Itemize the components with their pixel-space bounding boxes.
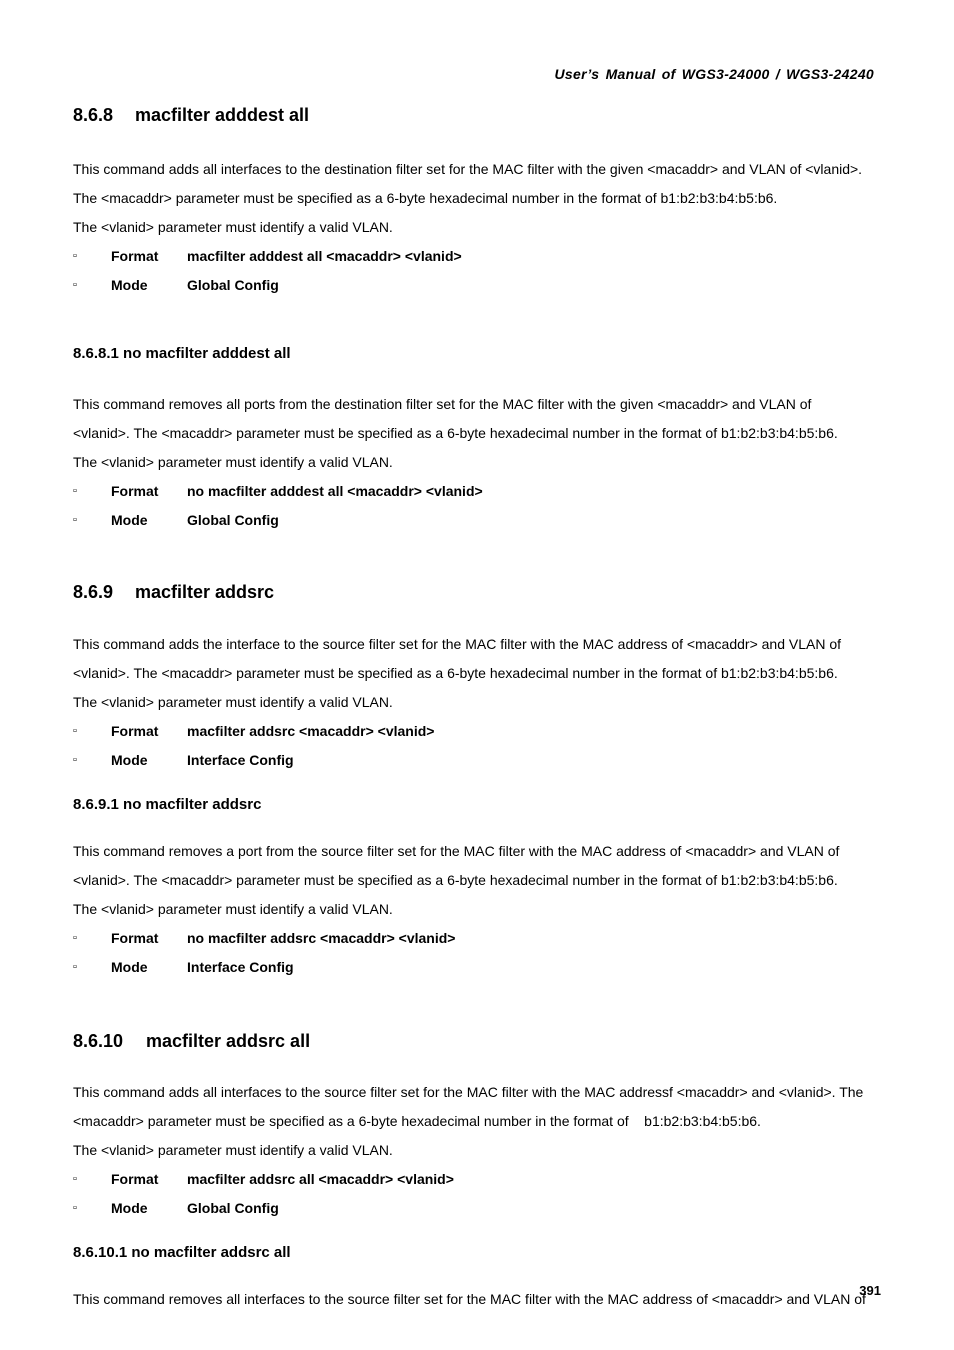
bullet-icon: ▫ (73, 279, 77, 291)
paragraph-line: <macaddr> parameter must be specified as a 6-byte hexadecimal number in the format of b1:b2:b3:b4:b5:b6. (73, 1113, 761, 1129)
mode-label: Mode (111, 512, 148, 528)
format-row (73, 477, 888, 506)
format-label: Format (111, 930, 159, 946)
section-title: macfilter adddest all (135, 105, 310, 125)
section-number: 8.6.8 (73, 105, 114, 125)
bullet-icon: ▫ (73, 485, 77, 497)
format-row (73, 717, 888, 746)
paragraph-line: The <vlanid> parameter must identify a valid VLAN. (73, 454, 393, 470)
subsection-heading-8-6-10-1: 8.6.10.1 no macfilter addsrc all (73, 1244, 291, 1261)
mode-label: Mode (111, 1200, 148, 1216)
format-label: Format (111, 483, 159, 499)
bullet-icon: ▫ (73, 932, 77, 944)
bullet-icon: ▫ (73, 1173, 77, 1185)
document-body (73, 103, 888, 1314)
format-value: no macfilter adddest all <macaddr> <vlanid> (187, 483, 483, 499)
paragraph-line: <vlanid>. The <macaddr> parameter must be specified as a 6-byte hexadecimal number in the format of b1:b2:b3:b4:b5:b6. (73, 665, 838, 681)
paragraph-line: The <vlanid> parameter must identify a valid VLAN. (73, 1142, 393, 1158)
section-number: 8.6.9 (73, 582, 114, 602)
paragraph-line: The <vlanid> parameter must identify a valid VLAN. (73, 219, 393, 235)
mode-row (73, 1194, 888, 1223)
section-heading-8-6-10 (73, 1029, 888, 1054)
paragraph-line: The <vlanid> parameter must identify a valid VLAN. (73, 901, 393, 917)
mode-value: Global Config (187, 512, 279, 528)
mode-value: Interface Config (187, 959, 294, 975)
mode-row (73, 506, 888, 535)
mode-row (73, 746, 888, 775)
paragraph-line: The <vlanid> parameter must identify a valid VLAN. (73, 694, 393, 710)
mode-label: Mode (111, 277, 148, 293)
bullet-icon: ▫ (73, 1202, 77, 1214)
bullet-icon: ▫ (73, 754, 77, 766)
subsection-heading-8-6-9-1: 8.6.9.1 no macfilter addsrc (73, 796, 262, 813)
format-value: macfilter adddest all <macaddr> <vlanid> (187, 248, 462, 264)
format-value: no macfilter addsrc <macaddr> <vlanid> (187, 930, 456, 946)
mode-row (73, 271, 888, 300)
format-row (73, 924, 888, 953)
paragraph-line: <vlanid>. The <macaddr> parameter must be specified as a 6-byte hexadecimal number in the format of b1:b2:b3:b4:b5:b6. (73, 872, 838, 888)
section-heading-8-6-9 (73, 580, 888, 605)
page-header: User’s Manual of WGS3-24000 / WGS3-24240 (554, 66, 874, 82)
bullet-icon: ▫ (73, 514, 77, 526)
format-row (73, 1165, 888, 1194)
paragraph-line: This command removes all ports from the destination filter set for the MAC filter with the given <macaddr> and VLAN of (73, 396, 812, 412)
format-value: macfilter addsrc all <macaddr> <vlanid> (187, 1171, 454, 1187)
section-title: macfilter addsrc all (146, 1031, 311, 1051)
paragraph-line: This command adds all interfaces to the source filter set for the MAC filter with the MAC addressf <macaddr> and <vlanid>. The (73, 1084, 864, 1100)
bullet-icon: ▫ (73, 250, 77, 262)
format-label: Format (111, 1171, 159, 1187)
page-number: 391 (859, 1283, 881, 1298)
mode-value: Global Config (187, 1200, 279, 1216)
paragraph-line: This command adds all interfaces to the destination filter set for the MAC filter with the given <macaddr> and VLAN of <vlanid>. (73, 161, 863, 177)
mode-label: Mode (111, 752, 148, 768)
mode-value: Interface Config (187, 752, 294, 768)
format-label: Format (111, 723, 159, 739)
paragraph-line: <vlanid>. The <macaddr> parameter must be specified as a 6-byte hexadecimal number in the format of b1:b2:b3:b4:b5:b6. (73, 425, 838, 441)
mode-row (73, 953, 888, 982)
paragraph-line: This command removes all interfaces to the source filter set for the MAC filter with the MAC address of <macaddr> and VLAN of (73, 1291, 866, 1307)
paragraph-line: This command removes a port from the source filter set for the MAC filter with the MAC address of <macaddr> and VLAN of (73, 843, 840, 859)
paragraph-line: This command adds the interface to the source filter set for the MAC filter with the MAC address of <macaddr> and VLAN of (73, 636, 842, 652)
section-heading-8-6-8 (73, 103, 888, 128)
section-title: macfilter addsrc (135, 582, 275, 602)
bullet-icon: ▫ (73, 961, 77, 973)
mode-value: Global Config (187, 277, 279, 293)
format-row (73, 242, 888, 271)
bullet-icon: ▫ (73, 725, 77, 737)
section-number: 8.6.10 (73, 1031, 124, 1051)
subsection-heading-8-6-8-1: 8.6.8.1 no macfilter adddest all (73, 345, 291, 362)
format-label: Format (111, 248, 159, 264)
format-value: macfilter addsrc <macaddr> <vlanid> (187, 723, 435, 739)
mode-label: Mode (111, 959, 148, 975)
paragraph-line: The <macaddr> parameter must be specified as a 6-byte hexadecimal number in the format of b1:b2:b3:b4:b5:b6. (73, 190, 778, 206)
